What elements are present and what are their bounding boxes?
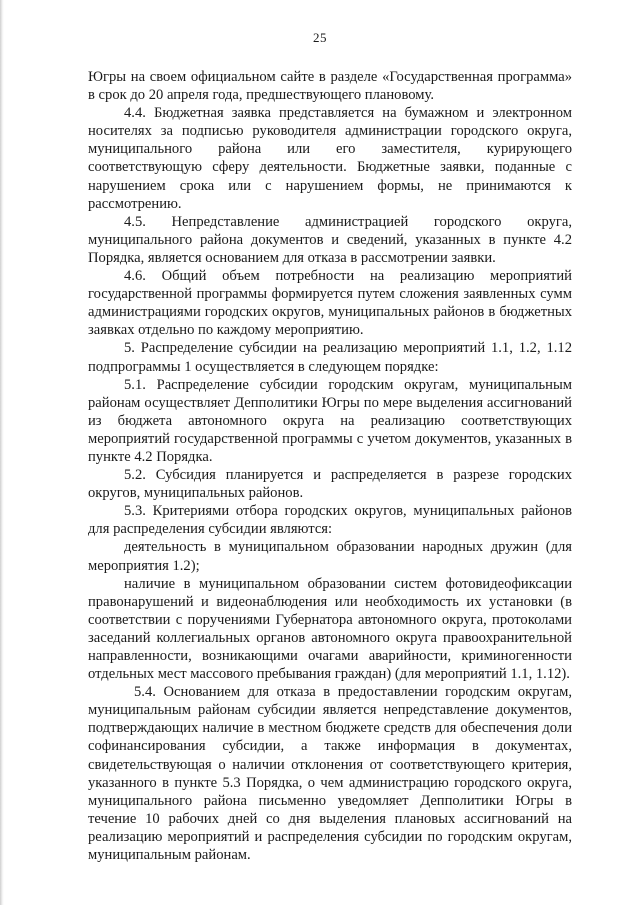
document-body: [88, 68, 572, 864]
paragraph-5-2: 5.2. Субсидия планируется и распределяется в разрезе городских округов, муниципальных районов.: [88, 467, 572, 502]
paragraph-5: 5. Распределение субсидии на реализацию мероприятий 1.1, 1.2, 1.12 подпрограммы 1 осуществляется в следующем порядке:: [88, 340, 572, 375]
scan-edge-shadow: [0, 0, 4, 905]
paragraph-4-5: 4.5. Непредставление администрацией городского округа, муниципального района документов и сведений, указанных в пункте 4.2 Порядка, является основанием для отказа в рассмотрении заявки.: [88, 213, 572, 266]
paragraph-criterion-2: наличие в муниципальном образовании систем фотовидеофиксации правонарушений и видеонаблюдения или необходимость их установки (в соответствии с поручениями Губернатора автономного округа, протоколами заседаний коллегиальных органов автономного округа правоохранительной направленности, возникающими очагами аварийности, криминогенности отдельных мест массового пребывания граждан) (для мероприятий 1.1, 1.12).: [88, 575, 572, 683]
paragraph-4-4: 4.4. Бюджетная заявка представляется на бумажном и электронном носителях за подписью руководителя администрации городского округа, муниципального района или его заместителя, курирующего соответствующую сферу деятельности. Бюджетные заявки, поданные с нарушением срока или с нарушением формы, не принимаются к рассмотрению.: [88, 105, 572, 212]
paragraph-5-4: 5.4. Основанием для отказа в предоставлении городским округам, муниципальным районам субсидии является непредставление документов, подтверждающих наличие в местном бюджете средств для обеспечения доли софинансирования субсидии, а также информация в документах, свидетельствующая о наличии отклонения от соответствующего критерия, указанного в пункте 5.3 Порядка, о чем администрацию городского округа, муниципального района письменно уведомляет Депполитики Югры в течение 10 рабочих дней со дня выделения плановых ассигнований на реализацию мероприятий и распределения субсидии по городским округам, муниципальным районам.: [88, 684, 572, 864]
paragraph-5-3: 5.3. Критериями отбора городских округов, муниципальных районов для распределения субсидии являются:: [88, 503, 572, 538]
page-number: 25: [313, 30, 327, 45]
paragraph-5-1: 5.1. Распределение субсидии городским округам, муниципальным районам осуществляет Депполитики Югры по мере выделения ассигнований из бюджета автономного округа на реализацию соответствующих мероприятий государственной программы с учетом документов, указанных в пункте 4.2 Порядка.: [88, 376, 572, 465]
paragraph-criterion-1: деятельность в муниципальном образовании народных дружин (для мероприятия 1.2);: [88, 539, 572, 574]
paragraph-4-6: 4.6. Общий объем потребности на реализацию мероприятий государственной программы формируется путем сложения заявленных сумм администрациями городских округов, муниципальных районов в бюджетных заявках отдельно по каждому мероприятию.: [88, 268, 572, 339]
paragraph-continuation: Югры на своем официальном сайте в разделе «Государственная программа» в срок до 20 апреля года, предшествующего плановому.: [88, 69, 572, 104]
